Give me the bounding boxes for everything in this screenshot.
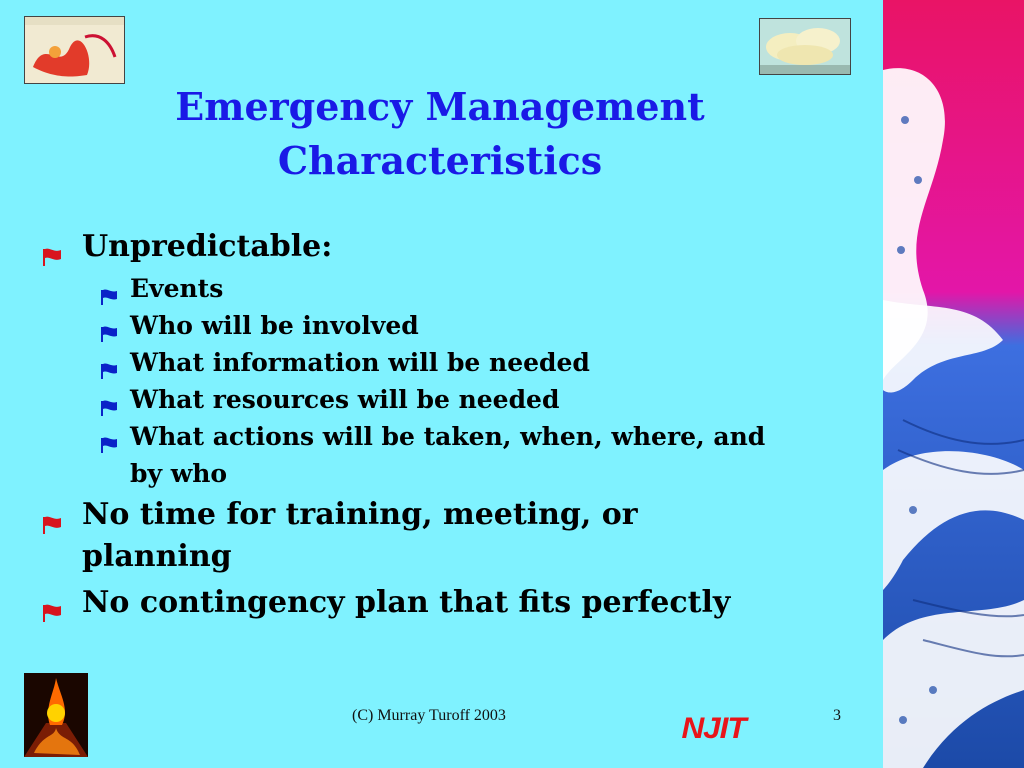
title-line-1: Emergency Management xyxy=(175,84,705,129)
red-flag-icon xyxy=(42,237,64,279)
slide-title xyxy=(120,80,760,188)
sub-bullet-text: Who will be involved xyxy=(130,311,419,340)
sub-bullet-text: What resources will be needed xyxy=(130,385,560,414)
bullet-text: No contingency plan that fits perfectly xyxy=(82,585,731,620)
bullet-list xyxy=(40,226,780,628)
wave-art-panel xyxy=(883,0,1024,768)
red-flag-icon xyxy=(42,505,64,547)
sub-bullet-text: What information will be needed xyxy=(130,348,590,377)
page-number: 3 xyxy=(833,707,841,724)
wave-art-image xyxy=(883,0,1024,768)
footer-copyright: (C) Murray Turoff 2003 xyxy=(352,707,506,724)
sub-bullet-list xyxy=(40,270,780,492)
volcano-image xyxy=(24,673,88,757)
njit-logo: NJIT xyxy=(681,712,746,745)
sub-bullet-item xyxy=(100,270,780,307)
dragon-painting-image xyxy=(24,16,125,84)
sub-bullet-item xyxy=(100,307,780,344)
bullet-item xyxy=(40,226,780,268)
bullet-text: Unpredictable: xyxy=(82,229,333,264)
title-line-2: Characteristics xyxy=(277,138,603,183)
sub-bullet-text: Events xyxy=(130,274,224,303)
sub-bullet-item xyxy=(100,344,780,381)
blue-flag-icon xyxy=(100,427,120,464)
bullet-item xyxy=(40,494,780,578)
sub-bullet-text: What actions will be taken, when, where, and by who xyxy=(130,422,766,488)
bullet-item xyxy=(40,582,780,624)
sub-bullet-item xyxy=(100,418,780,492)
bullet-text: No time for training, meeting, or planning xyxy=(82,497,638,574)
red-flag-icon xyxy=(42,593,64,635)
clouds-painting-image xyxy=(759,18,851,75)
sub-bullet-item xyxy=(100,381,780,418)
